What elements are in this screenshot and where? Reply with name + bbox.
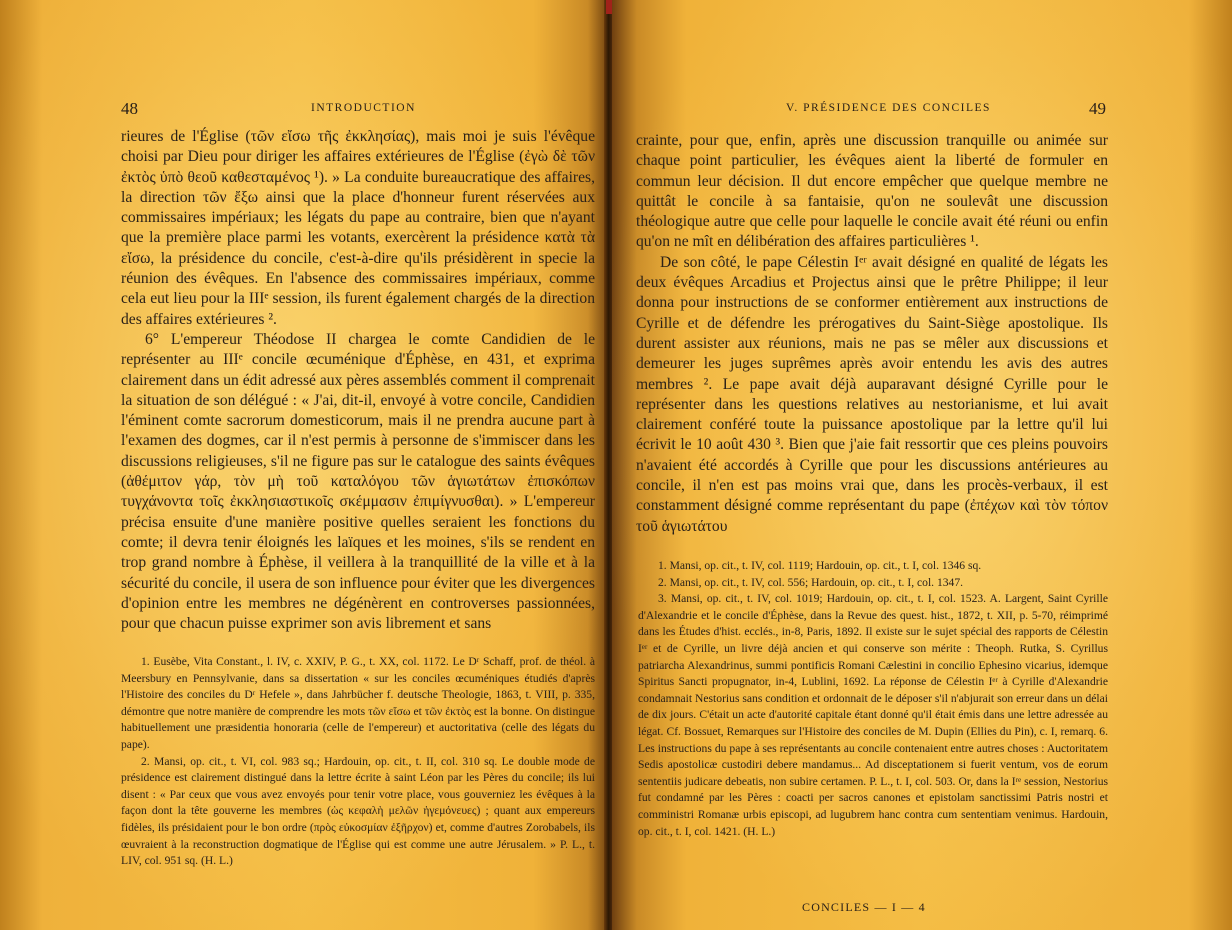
left-footnote-2: 2. Mansi, op. cit., t. VI, col. 983 sq.; Hardouin, op. cit., t. II, col. 310 sq. Le double mode de présidence est clairement distingué dans la lettre écrite à saint Léon par les Pères du concile; ils lui disent : « Par ceux que vous avez envoyés pour tenir votre place, vous gouverniez les évêques à la façon dont la tête gouverne les membres (ὡς κεφαλὴ μελῶν ἡγεμόνευες) ; quant aux empereurs fidèles, ils présidaient pour le bon ordre (πρὸς εὐκοσμίαν ἐξῆρχον) et, comme d'autres Zorobabels, ils œuvraient à la reconstruction dogmatique de l'Église qui est comme une autre Jérusalem. » P. L., t. LIV, col. 951 sq. (H. L.) [121,754,595,868]
right-page [612,0,1232,930]
right-page-number: 49 [1089,99,1106,118]
right-running-head [636,99,1106,121]
right-footnote-2: 2. Mansi, op. cit., t. IV, col. 556; Hardouin, op. cit., t. I, col. 1347. [658,575,964,589]
left-page [0,0,606,930]
right-body-text [636,131,1108,537]
right-footnote-1: 1. Mansi, op. cit., t. IV, col. 1119; Hardouin, op. cit., t. I, col. 1346 sq. [658,559,982,572]
right-footnote-3: 3. Mansi, op. cit., t. IV, col. 1019; Hardouin, op. cit., t. I, col. 1523. A. Largent, Saint Cyrille d'Alexandrie et le concile d'Éphèse, dans la Revue des quest. hist., 1872, t. XII, p. 5-70, réimprimé dans les Études d'hist. ecclés., in-8, Paris, 1892. Il existe sur le sujet spécial des rapports de Célestin Iᵉʳ et de Cyrille, un livre déjà ancien et qui conserve son mérite : Theoph. Rutka, S. Cyrillus patriarcha Alexandrinus, summi pontificis Romani Cælestini in concilio Ephesino vicarius, idemque Spiritus Sancti propugnator, in-4, Lublini, 1692. La réponse de Célestin Iᵉʳ à Cyrille d'Alexandrie condamnait Nestorius sans condition et ordonnait de le déposer s'il n'abjurait son erreur dans un délai de dix jours. C'était un acte d'autorité capitale étant donné qu'il était émis dans une lettre adressée au légat. Cf. Bossuet, Remarques sur l'Histoire des conciles de M. Dupin (Ellies du Pin), c. I, remarq. 6. Les instructions du pape à ses représentants au concile contenaient entre autres choses : Auctoritatem Sedis apostolicæ custodiri debere mandamus... Ad disceptationem si fuerit ventum, vos de eorum sententiis judicare debeatis, non subire certamen. P. L., t. I, col. 503. Or, dans la Iʳᵉ session, Nestorius fut condamné par les Pères : coacti per sacros canones et epistolam sanctissimi Patris nostri et comministri Romanæ urbis episcopi, ad lugubrem hanc contra cum sententiam venimus. Hardouin, op. cit., t. I, col. 1421. (H. L.) [638,592,1108,838]
right-running-title: V. PRÉSIDENCE DES CONCILES [786,102,991,114]
left-body-text [121,127,595,634]
right-paragraph-1: crainte, pour que, enfin, après une discussion tranquille ou animée sur chaque point particulier, les évêques aient la liberté de formuler en commun leur décision. Il dut encore empêcher que quelque membre ne quittât le concile à sa fantaisie, qu'on ne soulevât une discussion théologique autre que celle pour laquelle le concile avait été réuni ou enfin qu'on ne mît en délibération des affaires particulières ¹. [636,132,1108,251]
left-footnotes [121,654,595,870]
left-running-title: INTRODUCTION [311,102,416,114]
signature-line: CONCILES — I — 4 [802,900,926,914]
left-footnote-1: 1. Eusèbe, Vita Constant., l. IV, c. XXIV, P. G., t. XX, col. 1172. Le Dʳ Schaff, prof. de théol. à Meersbury en Pennsylvanie, dans sa dissertation « sur les conciles œcuméniques étudiés d'après l'Histoire des conciles du Dʳ Hefele », dans Jahrbücher f. deutsche Theologie, 1863, t. VIII, p. 335, démontre que notre manière de comprendre les mots τῶν εἴσω et τῶν ἐκτὸς est la bonne. On distingue habituellement une præsidentia honoraria (celle de l'empereur) et auctoritativa (celle des légats du pape). [121,655,595,751]
left-running-head [121,99,593,121]
right-footnotes [638,558,1108,840]
left-paragraph-1: rieures de l'Église (τῶν εἴσω τῆς ἐκκλησίας), mais moi je suis l'évêque choisi par Dieu pour diriger les affaires extérieures de l'Église (ἐγὼ δὲ τῶν ἐκτὸς ὑπὸ θεοῦ καθεσταμένος ¹). » La conduite bureaucratique des affaires, la direction τῶν ἔξω ainsi que la place d'honneur furent réservées aux commissaires impériaux; les légats du pape au contraire, bien que n'ayant que la première place parmi les votants, exercèrent la présidence κατὰ τὰ εἴσω, la présidence du concile, c'est-à-dire qu'ils présidèrent in specie la réunion des évêques. En l'absence des commissaires impériaux, comme cela eut lieu pour la IIIᵉ session, ils furent également chargés de la direction des affaires extérieures ². [121,128,595,328]
left-paragraph-2: 6° L'empereur Théodose II chargea le comte Candidien de le représenter au IIIᵉ concile œcuménique d'Éphèse, en 431, et exprima clairement dans un édit adressé aux pères assemblés comment il comprenait la situation de son délégué : « J'ai, dit-il, envoyé à votre concile, Candidien l'éminent comte sacrorum domesticorum, mais il ne prendra aucune part à l'examen des dogmes, car il n'est permis à personne de s'immiscer dans les discussions religieuses, s'il ne figure pas sur le catalogue des saints évêques (ἀθέμιτον γάρ, τὸν μὴ τοῦ καταλόγου τῶν ἁγιωτάτων ἐπισκόπων τυγχάνοντα τοῖς ἐκκλησιαστικοῖς σκέμμασιν ἐπιμίγνυσθαι). » L'empereur précisa ensuite d'une manière positive quelles seraient les fonctions du comte; il devra tenir éloignés les laïques et les moines, s'ils se rendent en trop grand nombre à Éphèse, il veillera à la tranquillité de la ville et à la sécurité du concile, il usera de son influence pour éviter que les divergences d'opinion entre les membres ne dégénèrent en controverses passionnées, pour que chacun puisse exprimer son avis librement et sans [121,330,595,633]
right-paragraph-2: De son côté, le pape Célestin Iᵉʳ avait désigné en qualité de légats les deux évêques Arcadius et Projectus ainsi que le prêtre Philippe; il leur donna pour instructions de se conformer entièrement aux instructions de Cyrille et de défendre les prérogatives du Saint-Siège apostolique. Ils durent assister aux réunions, mais ne pas se mêler aux discussions et demeurer les juges suprêmes après avoir entendu les avis des autres membres ². Le pape avait déjà auparavant désigné Cyrille pour le représenter dans les questions relatives au nestorianisme, et lui avait clairement conféré toute la puissance apostolique par la lettre qu'il lui écrivit le 10 août 430 ³. Bien que j'aie fait ressortir que ces pleins pouvoirs n'avaient été accordés à Cyrille que pour les discussions antérieures au concile, il n'en est pas moins vrai que, dans les procès-verbaux, il est constamment désigné comme représentant du pape (ἐπέχων καὶ τὸν τόπον τοῦ ἁγιωτάτου [636,253,1108,535]
left-page-number: 48 [121,99,138,118]
